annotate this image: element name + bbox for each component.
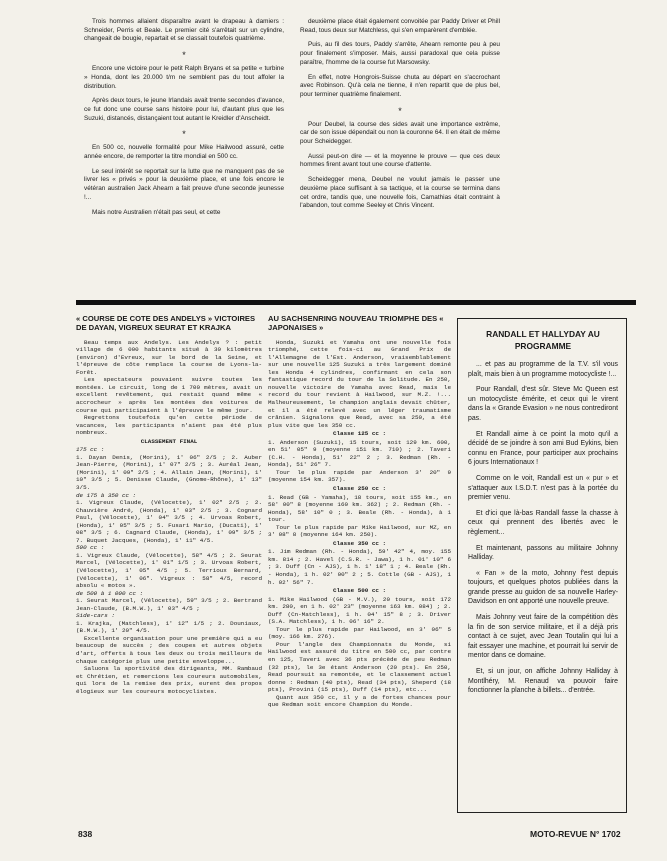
paragraph: Beau temps aux Andelys. Les Andelys ? : petit village de 6 000 habitants situé à 30 kilomètres (environ) d'Evreux, sur le bord de la Seine, et l'épreuve de côte remplace la course de Lyons-la-Forêt. [76, 338, 262, 376]
paragraph: Quant aux 350 cc, il y a de fortes chances pour que Redman soit encore Champion du Monde. [268, 693, 451, 709]
paragraph: Trois hommes allaient disparaître avant le drapeau à damiers : Schneider, Perris et Beale. Le premier cité s'arrêtait sur un cylindre, changeait de bougie, repartait et se classait toutefois quatrième. [84, 18, 284, 43]
top-left-column [84, 18, 284, 223]
class-label: 500 cc : [76, 544, 105, 552]
paragraph: deuxième place était également convoitée par Paddy Driver et Phill Read, tous deux sur Matchless, qui s'en emparèrent d'emblée. [300, 18, 500, 34]
results-text: 1. Vigreux Claude, (Vélocette), 58" 4/5 ; 2. Seurat Marcel, (Vélocette), 1' 01" 1/5 ; 3. Urvoas Robert, (Vélocette), 1' 05" 4/5 ; 5. Terrioux Bernard, (Vélocette), 1' 06". Vigreux : 58" 4/5, record absolu « motos ». [76, 551, 262, 590]
paragraph: Pour Randall, d'est sûr. Steve Mc Queen est un motocycliste émérite, et ceux qui le virent dans la « Grande Evasion » ne nous contrediront pas. [468, 386, 618, 422]
results-text: 1. Dayan Denis, (Morini), 1' 06" 2/5 ; 2. Auber Jean-Pierre, (Morini), 1' 07" 2/5 ; 3. Auréal Jean, (Morini), 1' 09" 2/5 ; 4. Allain Jean, (Morini), 1' 10" 3/5 ; 5. Denisse Claude, (Gnome-Rhône), 1' 13" 3/5. [76, 453, 262, 491]
paragraph: Pour l'angle des Championnats du Monde, si Hailwood est assuré du titre en 500 cc, par contre en 125, Taveri avec 36 pts précède de peu Redman (32 pts), le 3e étant Anderson (20 pts). En 250, Read poursuit sa remontée, et le classement actuel donne : Redman (40 pts), Read (34 pts), Sheperd (18 pts), Provini (15 pts), Duff (14 pts), etc... [268, 640, 451, 694]
class-label: de 500 à 1 000 cc : [76, 589, 144, 597]
class-label: Classe 500 cc : [332, 587, 387, 595]
paragraph: Après deux tours, le jeune Irlandais avait trente secondes d'avance, ce fut donc une course sans histoire pour lui, d'autant plus que les Suzuki, distancés, distançaient tout autant le Kreidler d'Anscheidt. [84, 97, 284, 122]
paragraph: Pour Deubel, la course des sides avait une importance extrême, car de son issue dépendait ou non la couronne 64. Il en était de même pour Scheidegger. [300, 120, 500, 146]
class-label: Side-cars : [76, 612, 115, 620]
sachsenring-article [268, 314, 451, 709]
results-text: 1. Seurat Marcel, (Vélocette), 59" 3/5 ; 2. Bertrand Jean-Claude, (B.M.W.), 1' 03" 4/5 ; [76, 597, 262, 612]
paragraph: Tour le plus rapide par Anderson 3' 20" 9 (moyenne 154 km. 357). [268, 468, 451, 484]
paragraph: Et Randall aime à ce point la moto qu'il a décidé de se joindre à son ami Bud Eykins, bien connu en France, pour participer aux prochains 6 jours Internationaux ! [468, 430, 618, 467]
results-text: 1. Vigreux Claude, (Vélocette), 1' 02" 2/5 ; 2. Chauvière André, (Honda), 1' 03" 2/5 ; 3. Cognard Paul, (Vélocette), 1' 04" 3/5 ; 4. Urvoas Robert, (Honda), 1' 05" 3/5 ; 5. Fusari Mario, (Ducati), 1' 08" 3/5 ; 6. Cagnard Claude, (Honda), 1' 09" 3/5 ; 7. Buquet Jacques, (Honda), 1' 11" 4/5. [76, 499, 262, 544]
class-label: Classe 125 cc : [332, 430, 387, 438]
paragraph: Scheidegger mena, Deubel ne voulut jamais le passer une deuxième place suffisant à sa tactique, et la course se termina dans cet ordre, tandis que, une nouvelle fois, Camathias était contraint à l'abandon, tout comme Seeley et Chris Vincent. [300, 176, 500, 210]
results-text: 1. Anderson (Suzuki), 15 tours, soit 129 km. 600, en 51' 05" 9 (moyenne 151 km. 710) ; 2. Taveri (C.H. - Honda), 51' 22" 2 ; 3. Redman (Rh. - Honda), 51' 26" 7. [268, 438, 451, 469]
results-text: 1. Read (GB - Yamaha), 18 tours, soit 155 km., en 58' 00" 8 (moyenne 160 km. 362) ; 2. Redman (Rh. - Honda), 58' 10" 0 ; 3. Beale (Rh. - Honda), à 1 tour. [268, 493, 451, 524]
paragraph: Et d'ici que là-bas Randall fasse la chasse à ceux qui prennent des libertés avec le règlement... [468, 509, 618, 536]
publication-title: MOTO-REVUE N° 1702 [530, 829, 621, 839]
paragraph: Et maintenant, passons au militaire Johnny Halliday. [468, 544, 618, 562]
paragraph: Excellente organisation pour une première qui a eu beaucoup de succès ; des coupes et autres objets d'art, offerts à tous les deux ou trois meilleurs de chaque catégorie plus une petite enveloppe... [76, 634, 262, 665]
results-text: 1. Krajka, (Matchless), 1' 12" 1/5 ; 2. Douniaux, (B.M.W.), 1' 20" 4/5. [76, 619, 262, 635]
paragraph: Mais notre Australien n'était pas seul, et cette [92, 208, 221, 216]
class-label: de 175 à 350 cc : [76, 491, 137, 499]
page-number: 838 [78, 829, 93, 839]
paragraph: Puis, au fil des tours, Paddy s'arrête, Ahearn remonte peu à peu pour finalement s'imposer. Mais, aussi paradoxal que cela puisse paraître, l'homme de la course fut Marsowsky. [300, 41, 500, 66]
paragraph: Tour le plus rapide par Mike Hailwood, sur MZ, en 3' 08" 8 (moyenne 164 km. 250). [268, 523, 451, 539]
paragraph: Honda, Suzuki et Yamaha ont une nouvelle fois triomphé, cette fois-ci au Grand Prix de l'Allemagne de l'Est. Anderson, vraisemblablement sur une nouvelle 125 Suzuki a très largement dominé les Honda 4 cylindres, confirmant en cela son fantastique record du tour de la Solitude. En 250, nouvelle victoire de Yamaha avec Read, mais le record du tour revient à Hailwood, sur M.Z. !... Malheureusement, le champion anglais devait chûter, et il a été relevé avec un léger traumatisme crânien. Signalons que Read, avec sa 250, a été plus vite que les 350 cc. [268, 338, 451, 429]
section-divider-rule [76, 300, 636, 305]
paragraph: Le seul intérêt se reportait sur la lutte que ne manquent pas de se livrer les « privés » pour la deuxième place, et une fois encore le vétéran australien Jack Ahearn a fait preuve d'une seconde jeunesse !... [84, 167, 284, 201]
paragraph: Tour le plus rapide par Hailwood, en 3' 06" 5 (moy. 166 km. 276). [268, 625, 451, 641]
top-right-column [300, 18, 500, 217]
paragraph: Et, si un jour, on affiche Johnny Halliday à Montlhéry, M. Renaud va pouvoir faire fonctionner la planche à billets... d'entrée. [468, 668, 618, 695]
paragraph: En effet, notre Hongrois-Suisse chuta au départ en s'accrochant avec Robinson. Qu'à cela ne tienne, il n'en repartit que de plus bel, pour terminer quatrième finalement. [300, 73, 500, 98]
paragraph: Comme on le voit, Randall est un « pur » et s'attaquer aux I.S.D.T. n'est pas à la portée du premier venu. [468, 474, 618, 502]
class-label: 175 cc : [76, 446, 105, 454]
paragraph: Saluons la sportivité des dirigeants, MM. Rambaud et Chrétien, et remercions les coureurs automobiles, qui lors de la remise des prix, eurent des propos élogieux sur les coureurs motocyclistes. [76, 665, 262, 695]
section-star: * [182, 50, 186, 61]
sidebar-title: RANDALL ET HALLYDAY AU PROGRAMME [486, 329, 600, 351]
class-label: Classe 350 cc : [332, 539, 387, 547]
paragraph: Aussi peut-on dire — et la moyenne le prouve — que ces deux hommes firent avant tout une course d'attente. [300, 152, 500, 169]
paragraph: Les spectateurs pouvaient suivre toutes les montées. Le circuit, long de 1 700 mètres, avait un excellent revêtement, qui restait quand même « accrocheur » après les montées des voitures de course qui participaient à l'épreuve le même jour. [76, 376, 262, 414]
paragraph: Mais Johnny veut faire de la compétition dès la fin de son service militaire, et il a déjà pris contact à ce sujet, avec Jean Toutalin qui lui a fait essayer une machine, et pourrait lui servir de mentor dans ce domaine. [468, 614, 618, 660]
class-label: Classe 250 cc : [332, 484, 387, 492]
paragraph: Encore une victoire pour le petit Ralph Bryans et sa petite « turbine » Honda, dont les 20.000 t/m ne semblent pas du tout affoler la distribution. [84, 65, 284, 90]
andelys-article [76, 314, 262, 695]
section-star: * [398, 105, 402, 116]
article-headline: AU SACHSENRING NOUVEAU TRIOMPHE DES « JAPONAISES » [268, 314, 444, 333]
article-headline: « COURSE DE COTE DES ANDELYS » VICTOIRES DE DAYAN, VIGREUX SEURAT ET KRAJKA [76, 314, 256, 333]
results-heading: CLASSEMENT FINAL [140, 437, 198, 445]
randall-hallyday-sidebar [457, 318, 627, 813]
paragraph: Regrettons toutefois qu'en cette période de vacances, les participants n'aient pas été plus nombreux. [76, 414, 262, 437]
results-text: 1. Jim Redman (Rh. - Honda), 59' 42" 4, moy. 155 km. 814 ; 2. Havel (C.S.R. - Jawa), 1 h. 01' 10" 6 ; 3. Duff (Cn - AJS), 1 h. 1' 18" 1 ; 4. Beale (Rh. - Honda), 1 h. 02' 00" 2 ; 5. Cottle (GB - AJS), 1 h. 02' 56" 7. [268, 548, 451, 586]
paragraph: ... et pas au programme de la T.V. s'il vous plaît, mais bien à un programme motocycliste !... [468, 361, 618, 378]
paragraph: En 500 cc, nouvelle formalité pour Mike Hailwood assuré, cette année encore, de remporter la titre mondial en 500 cc. [84, 144, 284, 161]
section-star: * [182, 129, 186, 140]
results-text: 1. Mike Hailwood (GB - M.V.), 20 tours, soit 172 km. 280, en 1 h. 02' 23" (moyenne 163 km. 084) ; 2. Duff (Cn-Matchless), 1 h. 04' 15" 8 ; 3. Driver (S.A. Matchless), 1 h. 06' 16" 2. [268, 595, 451, 626]
paragraph: « Fan » de la moto, Johnny f'est depuis toujours, et quelques photos publiées dans la grande presse au guidon de sa nouvelle Harley-Davidson en ont apporté une nouvelle preuve. [468, 569, 618, 606]
